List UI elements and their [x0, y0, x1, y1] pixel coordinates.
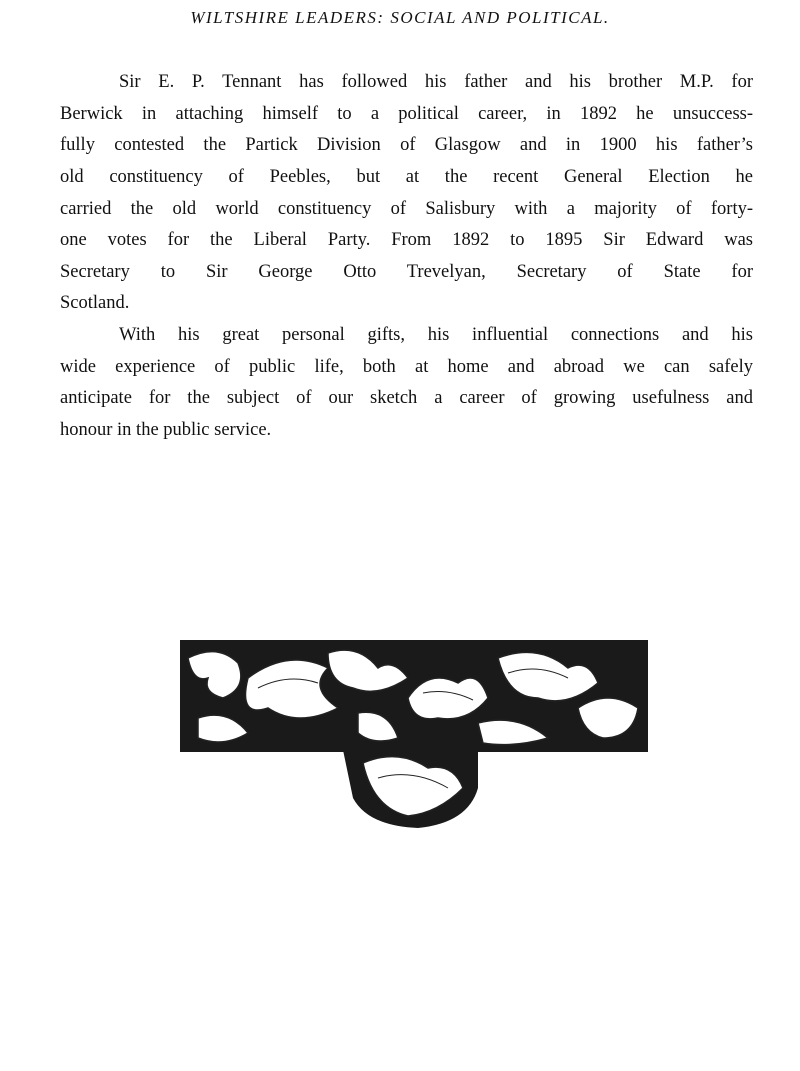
text-line: Scotland. [60, 293, 130, 313]
text-line: carried the old world constituency of Salisbury with a majority of forty- [60, 199, 753, 219]
text-line: Secretary to Sir George Otto Trevelyan, Secretary of State for [60, 262, 753, 282]
text-line: With his great personal gifts, his influential connections and his [119, 325, 753, 345]
text-line: anticipate for the subject of our sketch a career of growing usefulness and [60, 388, 753, 408]
text-line: one votes for the Liberal Party. From 1892 to 1895 Sir Edward was [60, 230, 753, 250]
running-header: WILTSHIRE LEADERS: SOCIAL AND POLITICAL. [190, 8, 610, 27]
text-line: honour in the public service. [60, 420, 272, 440]
text-line: fully contested the Partick Division of Glasgow and in 1900 his father’s [60, 135, 753, 155]
text-line: Sir E. P. Tennant has followed his father and his brother M.P. for [119, 72, 753, 92]
text-line: wide experience of public life, both at home and abroad we can safely [60, 357, 753, 377]
foliage-tailpiece-ornament [178, 638, 652, 833]
text-line: old constituency of Peebles, but at the recent General Election he [60, 167, 753, 187]
text-line: Berwick in attaching himself to a political career, in 1892 he unsuccess- [60, 104, 753, 124]
